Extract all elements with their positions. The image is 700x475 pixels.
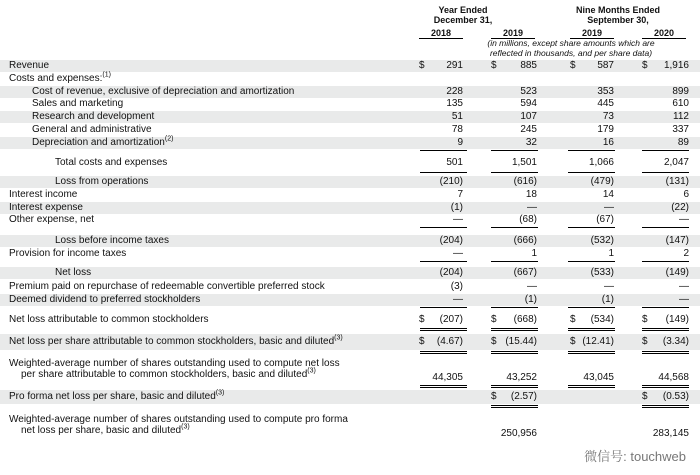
row-label [9, 73, 111, 84]
dollar-sign: $ [491, 314, 497, 325]
table-row [0, 390, 700, 404]
cell-value: (207) [439, 314, 463, 325]
cell-value: (204) [439, 235, 463, 246]
underline [568, 227, 615, 228]
cell-value: 1,066 [588, 157, 614, 168]
row-label-text: Pro forma net loss per share, basic and diluted [9, 391, 216, 402]
row-label-text: Net loss attributable to common stockholders [9, 314, 209, 325]
cell-value: — [527, 281, 537, 292]
table-row [0, 294, 700, 306]
year-label: 2019 [491, 28, 535, 38]
year-label: 2018 [419, 28, 463, 38]
cell-value: (2.57) [510, 391, 537, 402]
cell-value: (4.67) [436, 336, 463, 347]
underline [642, 172, 689, 173]
row-label [55, 267, 91, 278]
table-row [0, 176, 700, 188]
cell-value: (210) [439, 176, 463, 187]
underline [420, 150, 467, 151]
underline [491, 227, 538, 228]
units-note-line: reflected in thousands, and per share data) [489, 48, 653, 58]
underline [420, 307, 467, 308]
underline [642, 227, 689, 228]
table-row [0, 98, 700, 110]
column-header-year-ended [413, 5, 513, 25]
row-label [55, 176, 148, 187]
cell-value: (204) [439, 267, 463, 278]
footnote-marker: (3) [181, 423, 190, 431]
cell-value: (667) [513, 267, 537, 278]
row-label-text: Weighted-average number of shares outstanding used to compute net loss [9, 358, 340, 369]
double-underline [642, 351, 689, 352]
cell-value: 7 [457, 189, 463, 200]
row-label [9, 214, 94, 225]
cell-value: (67) [596, 214, 614, 225]
row-label [55, 235, 169, 246]
row-label-text: Other expense, net [9, 214, 95, 225]
cell-value: (533) [590, 267, 614, 278]
underline [420, 172, 467, 173]
row-label [32, 86, 294, 97]
row-label-text: Loss from operations [55, 176, 149, 187]
dollar-sign: $ [570, 336, 576, 347]
cell-value: — [453, 248, 463, 259]
cell-value: 245 [520, 124, 537, 135]
cell-value: 587 [597, 60, 614, 71]
cell-value: (668) [513, 314, 537, 325]
row-label-text: Provision for income taxes [9, 248, 127, 259]
cell-value: 89 [677, 137, 689, 148]
cell-value: 135 [446, 98, 463, 109]
table-row [0, 235, 700, 247]
cell-value: (1) [450, 202, 463, 213]
cell-value: (3.34) [662, 336, 689, 347]
table-row [0, 124, 700, 136]
cell-value: 179 [597, 124, 614, 135]
cell-value: (616) [513, 176, 537, 187]
cell-value: (12.41) [582, 336, 614, 347]
underline [568, 261, 615, 262]
table-row [0, 334, 700, 350]
row-label [9, 248, 126, 259]
cell-value: (147) [665, 235, 689, 246]
footnote-marker: (1) [102, 71, 111, 79]
underline [491, 307, 538, 308]
cell-value: (3) [450, 281, 463, 292]
underline [568, 307, 615, 308]
row-label [55, 157, 167, 168]
cell-value: 291 [446, 60, 463, 71]
double-underline [491, 385, 538, 386]
double-underline [491, 328, 538, 329]
cell-value: 337 [672, 124, 689, 135]
underline [568, 172, 615, 173]
row-label-text: Research and development [32, 111, 155, 122]
table-row [0, 281, 700, 293]
row-label-text: net loss per share, basic and diluted [21, 425, 182, 436]
cell-value: 283,145 [652, 428, 689, 439]
cell-value: (0.53) [662, 391, 689, 402]
row-label-text: per share attributable to common stockholders, basic and diluted [21, 369, 308, 380]
cell-value: (1) [524, 294, 537, 305]
cell-value: — [679, 294, 689, 305]
cell-value: 899 [672, 86, 689, 97]
cell-value: 14 [602, 189, 614, 200]
cell-value: (149) [665, 267, 689, 278]
cell-value: 51 [451, 111, 463, 122]
footnote-marker: (3) [334, 334, 343, 342]
double-underline [420, 385, 467, 386]
table-row [0, 358, 700, 384]
cell-value: 610 [672, 98, 689, 109]
dollar-sign: $ [642, 60, 648, 71]
row-label-text: Net loss per share attributable to common stockholders, basic and diluted [9, 336, 335, 347]
cell-value: (68) [519, 214, 537, 225]
cell-value: 44,305 [432, 372, 463, 383]
double-underline [568, 328, 615, 329]
row-label [9, 202, 83, 213]
table-row [0, 313, 700, 327]
row-label-text: Sales and marketing [32, 98, 124, 109]
table-row [0, 202, 700, 214]
dollar-sign: $ [419, 60, 425, 71]
cell-value: (666) [513, 235, 537, 246]
header-line: September 30, [587, 15, 649, 25]
cell-value: 228 [446, 86, 463, 97]
row-label-text: Loss before income taxes [55, 235, 169, 246]
table-row [0, 60, 700, 72]
underline [642, 307, 689, 308]
double-underline [642, 385, 689, 386]
footnote-marker: (3) [215, 389, 225, 397]
table-row [0, 189, 700, 201]
year-label: 2020 [642, 28, 686, 38]
cell-value: 78 [451, 124, 463, 135]
units-note-line: (in millions, except share amounts which are [487, 38, 655, 48]
cell-value: 2,047 [663, 157, 689, 168]
cell-value: 112 [673, 111, 689, 122]
double-underline [568, 351, 615, 352]
dollar-sign: $ [570, 314, 576, 325]
dollar-sign: $ [642, 391, 648, 402]
cell-value: (479) [590, 176, 614, 187]
cell-value: (15.44) [505, 336, 537, 347]
cell-value: 73 [602, 111, 614, 122]
underline [642, 150, 689, 151]
units-note [463, 38, 679, 58]
row-label [9, 189, 77, 200]
dollar-sign: $ [419, 336, 425, 347]
row-label [32, 98, 123, 109]
header-line: Year Ended [438, 5, 488, 15]
cell-value: 1,501 [511, 157, 537, 168]
cell-value: 523 [520, 86, 537, 97]
row-label [9, 60, 49, 71]
year-label: 2019 [570, 28, 614, 38]
row-label-text: Cost of revenue, exclusive of depreciation and amortization [32, 86, 295, 97]
row-label [32, 137, 173, 148]
header-line: Nine Months Ended [576, 5, 660, 15]
cell-value: 44,568 [658, 372, 689, 383]
double-underline [642, 405, 689, 406]
underline [491, 150, 538, 151]
cell-value: 1 [608, 248, 614, 259]
row-label-text: Weighted-average number of shares outstanding used to compute pro forma [9, 414, 348, 425]
row-label [9, 336, 343, 347]
cell-value: 885 [520, 60, 537, 71]
underline [420, 227, 467, 228]
row-label [9, 414, 348, 436]
row-label-text: Depreciation and amortization [32, 137, 165, 148]
table-row [0, 267, 700, 279]
row-label [9, 314, 209, 325]
cell-value: 1,916 [663, 60, 689, 71]
cell-value: — [527, 202, 537, 213]
dollar-sign: $ [570, 60, 576, 71]
table-row [0, 155, 700, 171]
dollar-sign: $ [491, 391, 497, 402]
row-label-text: Premium paid on repurchase of redeemable convertible preferred stock [9, 281, 325, 292]
cell-value: 1 [531, 248, 537, 259]
row-label-text: Costs and expenses: [9, 73, 103, 84]
table-row [0, 414, 700, 440]
cell-value: 6 [683, 189, 689, 200]
cell-value: — [604, 281, 614, 292]
table-row [0, 248, 700, 260]
cell-value: 32 [525, 137, 537, 148]
double-underline [642, 328, 689, 329]
dollar-sign: $ [491, 60, 497, 71]
cell-value: (534) [590, 314, 614, 325]
cell-value: — [604, 202, 614, 213]
dollar-sign: $ [419, 314, 425, 325]
row-label-text: Revenue [9, 60, 50, 71]
table-row [0, 111, 700, 123]
cell-value: 2 [683, 248, 689, 259]
row-label [9, 358, 340, 380]
underline [642, 261, 689, 262]
cell-value: 43,045 [583, 372, 614, 383]
row-label-text: Interest expense [9, 202, 83, 213]
cell-value: 250,956 [500, 428, 537, 439]
cell-value: 16 [602, 137, 614, 148]
cell-value: — [453, 294, 463, 305]
double-underline [420, 328, 467, 329]
table-row [0, 73, 700, 85]
watermark: 微信号: touchweb [584, 449, 686, 464]
footnote-marker: (2) [164, 135, 174, 143]
row-label [9, 294, 200, 305]
cell-value: 18 [525, 189, 537, 200]
double-underline [420, 351, 467, 352]
dollar-sign: $ [491, 336, 497, 347]
table-row [0, 86, 700, 98]
cell-value: (532) [590, 235, 614, 246]
footnote-marker: (3) [307, 367, 316, 375]
double-underline [568, 385, 615, 386]
cell-value: (1) [601, 294, 614, 305]
underline [568, 150, 615, 151]
cell-value: 445 [597, 98, 614, 109]
row-label-text: Total costs and expenses [55, 157, 168, 168]
row-label [32, 111, 154, 122]
table-row [0, 214, 700, 226]
column-header-nine-months-ended [568, 5, 668, 25]
cell-value: — [679, 281, 689, 292]
cell-value: — [679, 214, 689, 225]
row-label-text: Net loss [55, 267, 92, 278]
double-underline [491, 351, 538, 352]
cell-value: (131) [665, 176, 689, 187]
cell-value: 353 [597, 86, 614, 97]
cell-value: 107 [520, 111, 537, 122]
double-underline [491, 405, 538, 406]
row-label-text: Deemed dividend to preferred stockholders [9, 294, 201, 305]
cell-value: 9 [457, 137, 463, 148]
cell-value: 594 [520, 98, 537, 109]
underline [491, 172, 538, 173]
row-label [9, 391, 224, 402]
header-line: December 31, [433, 15, 493, 25]
dollar-sign: $ [642, 336, 648, 347]
table-row [0, 137, 700, 149]
dollar-sign: $ [642, 314, 648, 325]
cell-value: 501 [446, 157, 463, 168]
cell-value: (149) [665, 314, 689, 325]
row-label-text: General and administrative [32, 124, 152, 135]
row-label-text: Interest income [9, 189, 78, 200]
underline [491, 261, 538, 262]
row-label [9, 281, 325, 292]
underline [420, 261, 467, 262]
cell-value: — [453, 214, 463, 225]
row-label [32, 124, 152, 135]
cell-value: 43,252 [506, 372, 537, 383]
cell-value: (22) [671, 202, 689, 213]
